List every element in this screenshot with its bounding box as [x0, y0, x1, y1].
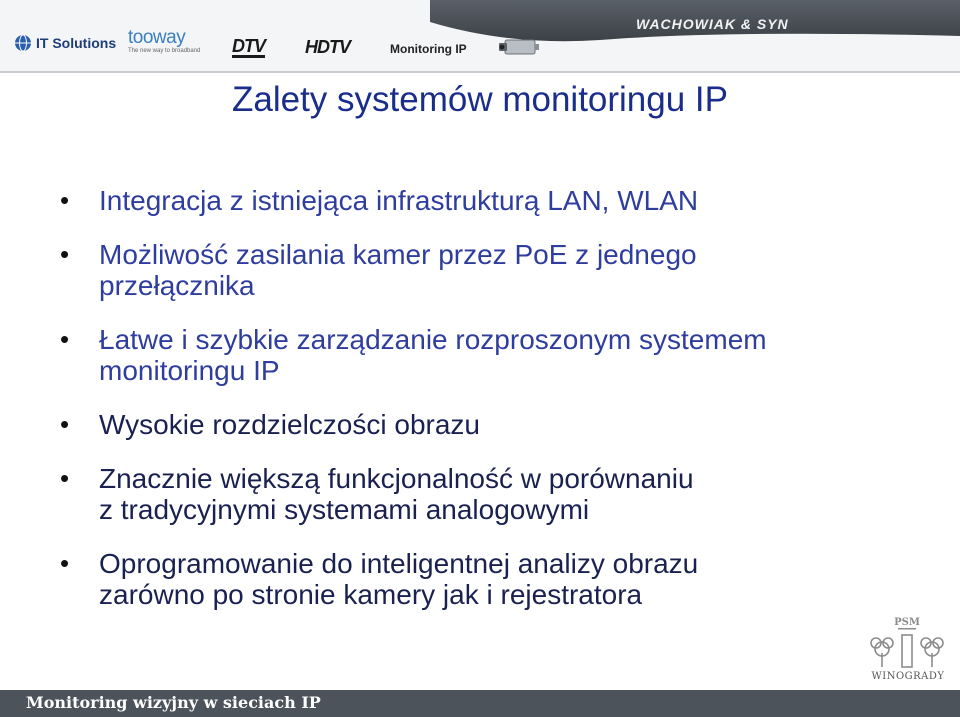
tooway-logo [128, 28, 200, 54]
winogrady-text: WINOGRADY [871, 671, 945, 682]
header-banner [0, 0, 960, 72]
ip-camera-icon [497, 36, 541, 58]
footer-bar [0, 690, 960, 717]
monitoring-ip-text: Monitoring IP [390, 42, 467, 56]
bullet-item [60, 324, 880, 386]
footer-text: Monitoring wizyjny w sieciach IP [26, 693, 321, 712]
bullet-item [60, 548, 880, 610]
bullet-line: Wysokie rozdzielczości obrazu [99, 409, 480, 440]
bullet-line: Łatwe i szybkie zarządzanie rozproszonym systemem [99, 324, 767, 355]
wachowiak-logo-text: WACHOWIAK & SYN [636, 16, 789, 32]
dtv-text: DTV [232, 35, 265, 56]
hdtv-logo [305, 34, 350, 60]
tooway-text: tooway [128, 27, 186, 48]
slide-title: Zalety systemów monitoringu IP [231, 80, 728, 119]
psm-initials: PSM [894, 617, 920, 628]
hdtv-text: HDTV [305, 37, 350, 57]
bullet-item [60, 409, 880, 440]
bullet-line: Możliwość zasilania kamer przez PoE z jednego [99, 239, 697, 270]
bullet-item [60, 185, 880, 216]
it-solutions-text: IT Solutions [36, 35, 117, 51]
bullet-line: Integracja z istniejąca infrastrukturą LAN, WLAN [99, 185, 699, 216]
monitoring-ip-logo [390, 36, 467, 62]
dtv-logo [232, 34, 265, 60]
bullet-line: monitoringu IP [99, 355, 280, 386]
bullet-item [60, 239, 880, 301]
globe-icon [14, 34, 32, 52]
tooway-tagline: The new way to broadband [128, 48, 201, 54]
header-divider [0, 71, 960, 73]
it-solutions-logo [14, 30, 116, 56]
bullet-item [60, 463, 880, 525]
bullet-line: zarówno po stronie kamery jak i rejestratora [99, 579, 643, 610]
bullet-line: z tradycyjnymi systemami analogowymi [99, 494, 590, 525]
bullet-line: Znacznie większą funkcjonalność w porównaniu [99, 463, 694, 494]
bullet-list [60, 185, 880, 633]
bullet-line: przełącznika [99, 270, 255, 301]
bullet-line: Oprogramowanie do inteligentnej analizy obrazu [99, 548, 699, 579]
